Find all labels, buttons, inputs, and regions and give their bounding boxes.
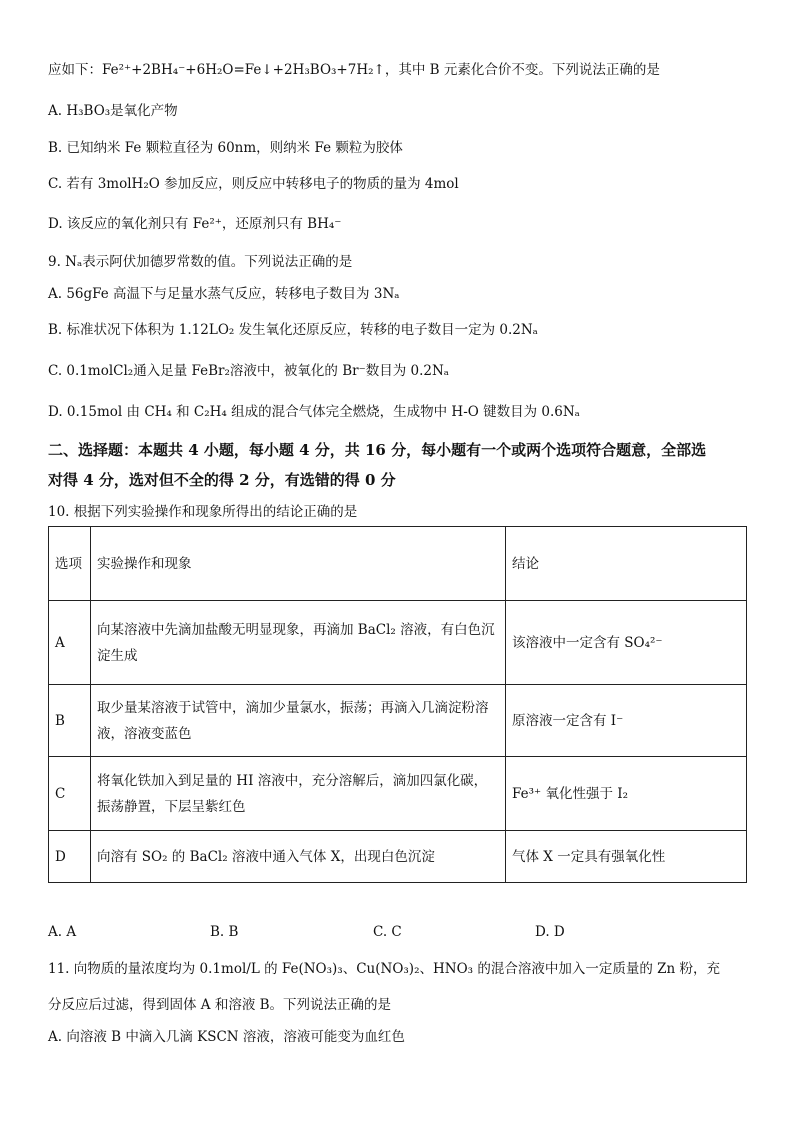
table-row (49, 601, 747, 685)
table-row (49, 685, 747, 757)
row-operation: 向溶有 SO₂ 的 BaCl₂ 溶液中通入气体 X，出现白色沉淀 (91, 831, 506, 883)
q9-option-b: B. 标准状况下体积为 1.12LO₂ 发生氧化还原反应，转移的电子数目一定为 0.2Nₐ (48, 322, 538, 338)
row-label: B (49, 685, 91, 757)
row-operation: 向某溶液中先滴加盐酸无明显现象，再滴加 BaCl₂ 溶液，有白色沉淀生成 (91, 601, 506, 685)
q10-answer-options (48, 922, 748, 942)
table-header-row (49, 527, 747, 601)
question-8-stem: 应如下：Fe²⁺+2BH₄⁻+6H₂O=Fe↓+2H₃BO₃+7H₂↑，其中 B 元素化合价不变。下列说法正确的是 (48, 62, 660, 78)
question-11-stem-line1: 11. 向物质的量浓度均为 0.1mol/L 的 Fe(NO₃)₃、Cu(NO₃)₂、HNO₃ 的混合溶液中加入一定质量的 Zn 粉，充 (48, 961, 720, 977)
question-9-stem: 9. Nₐ表示阿伏加德罗常数的值。下列说法正确的是 (48, 254, 353, 270)
q9-option-a: A. 56gFe 高温下与足量水蒸气反应，转移电子数目为 3Nₐ (48, 286, 400, 302)
q10-answer-b: B. B (210, 924, 239, 940)
table-header-operation: 实验操作和现象 (91, 527, 506, 601)
question-11-stem-line2: 分反应后过滤，得到固体 A 和溶液 B。下列说法正确的是 (48, 997, 392, 1013)
q11-option-a: A. 向溶液 B 中滴入几滴 KSCN 溶液，溶液可能变为血红色 (48, 1029, 405, 1045)
table-header-option: 选项 (49, 527, 91, 601)
q8-option-c: C. 若有 3molH₂O 参加反应，则反应中转移电子的物质的量为 4mol (48, 176, 459, 192)
q8-option-d: D. 该反应的氧化剂只有 Fe²⁺，还原剂只有 BH₄⁻ (48, 216, 342, 232)
q8-option-b: B. 已知纳米 Fe 颗粒直径为 60nm，则纳米 Fe 颗粒为胶体 (48, 140, 403, 156)
table-header-conclusion: 结论 (506, 527, 747, 601)
row-label: A (49, 601, 91, 685)
section-2-heading-line1: 二、选择题：本题共 4 小题，每小题 4 分，共 16 分，每小题有一个或两个选项符合题意，全部选 (48, 441, 707, 459)
experiment-table (48, 526, 747, 883)
row-conclusion: Fe³⁺ 氧化性强于 I₂ (506, 757, 747, 831)
question-10-stem: 10. 根据下列实验操作和现象所得出的结论正确的是 (48, 504, 358, 520)
row-conclusion: 该溶液中一定含有 SO₄²⁻ (506, 601, 747, 685)
row-conclusion: 原溶液一定含有 I⁻ (506, 685, 747, 757)
row-label: D (49, 831, 91, 883)
q9-option-c: C. 0.1molCl₂通入足量 FeBr₂溶液中，被氧化的 Br⁻数目为 0.2Nₐ (48, 363, 449, 379)
row-operation: 将氧化铁加入到足量的 HI 溶液中，充分溶解后，滴加四氯化碳，振荡静置，下层呈紫红色 (91, 757, 506, 831)
q9-option-d: D. 0.15mol 由 CH₄ 和 C₂H₄ 组成的混合气体完全燃烧，生成物中 H-O 键数目为 0.6Nₐ (48, 404, 580, 420)
section-2-heading-line2: 对得 4 分，选对但不全的得 2 分，有选错的得 0 分 (48, 471, 396, 489)
row-operation: 取少量某溶液于试管中，滴加少量氯水，振荡；再滴入几滴淀粉溶液，溶液变蓝色 (91, 685, 506, 757)
q10-answer-c: C. C (373, 924, 402, 940)
table-row (49, 757, 747, 831)
q10-answer-a: A. A (48, 924, 77, 940)
q8-option-a: A. H₃BO₃是氧化产物 (48, 103, 178, 119)
q10-answer-d: D. D (535, 924, 565, 940)
row-conclusion: 气体 X 一定具有强氧化性 (506, 831, 747, 883)
row-label: C (49, 757, 91, 831)
table-row (49, 831, 747, 883)
